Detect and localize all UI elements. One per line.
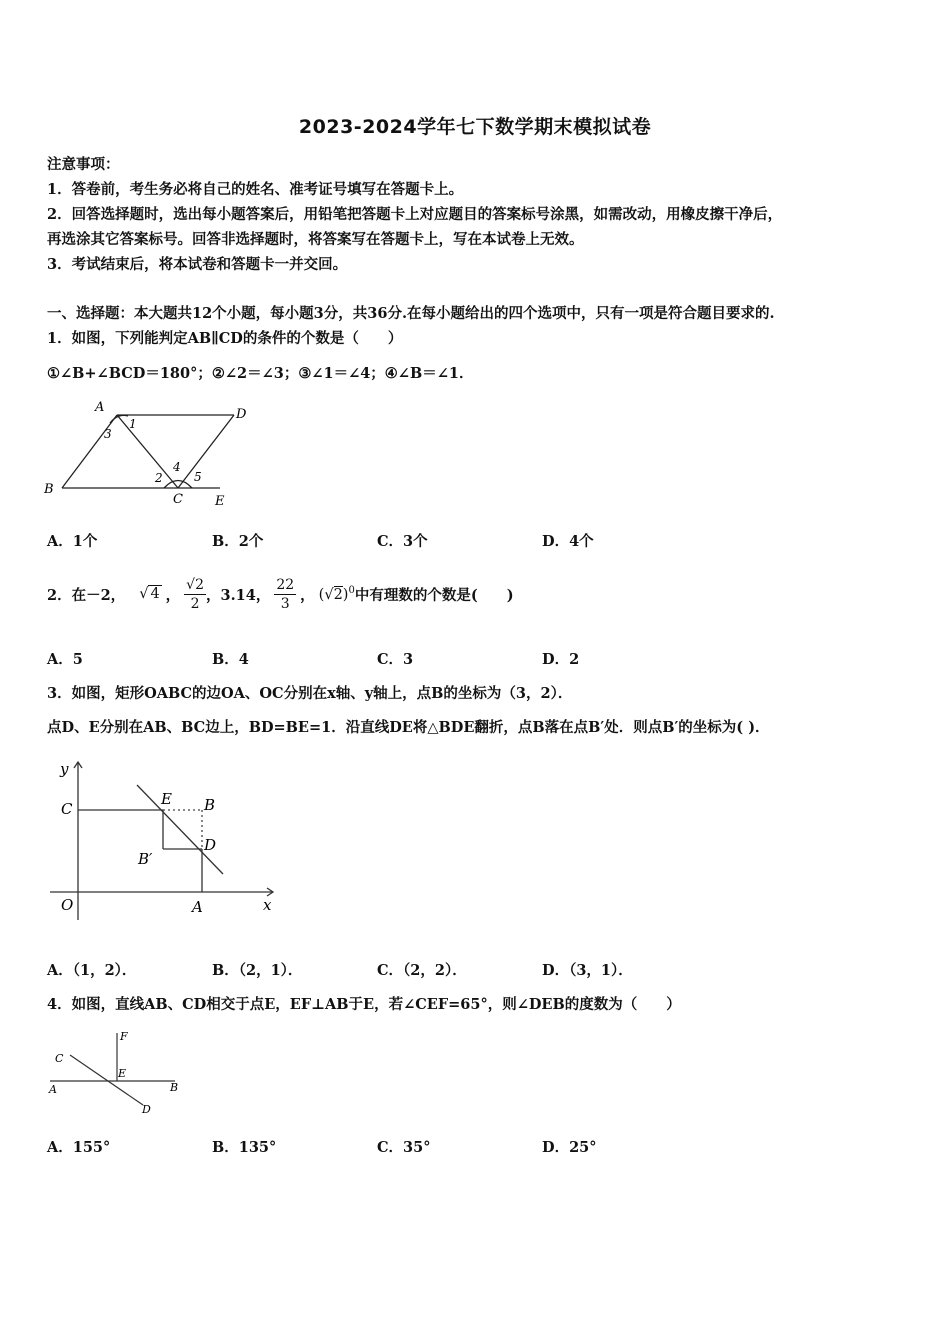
q2-prefix: 2．在－2， <box>47 586 126 604</box>
q1-option-c[interactable]: C．3个 <box>377 533 428 550</box>
q2-sqrt4: √ 4 <box>139 586 160 602</box>
page-title: 2023-2024学年七下数学期末模拟试卷 <box>298 116 652 138</box>
q1-angle-1: 1 <box>129 417 137 431</box>
q1-figure <box>40 395 260 510</box>
q3-label-d: D <box>204 836 217 854</box>
q4-figure <box>45 1025 195 1120</box>
q3-stem-line2: 点D、E分别在AB、BC边上，BD=BE=1．沿直线DE将△BDE翻折，点B落在点B′处．则点B′的坐标为( )． <box>47 719 770 736</box>
q2-value-314: ，3.14， <box>206 586 271 604</box>
q4-option-d[interactable]: D．25° <box>542 1139 597 1156</box>
q1-conditions: ①∠B+∠BCD＝180°；②∠2＝∠3；③∠1＝∠4；④∠B＝∠1． <box>47 365 474 382</box>
notice-heading: 注意事项： <box>47 156 120 173</box>
q1-label-a: A <box>95 400 105 415</box>
q2-suffix: 中有理数的个数是( ) <box>354 586 514 604</box>
q3-figure <box>45 752 285 922</box>
q1-option-d[interactable]: D．4个 <box>542 533 594 550</box>
q1-option-a[interactable]: A．1个 <box>47 533 98 550</box>
q4-option-a[interactable]: A．155° <box>47 1139 111 1156</box>
q1-label-c: C <box>173 492 183 507</box>
q3-label-e: E <box>161 790 172 808</box>
q3-option-c[interactable]: C．（2，2）． <box>377 962 467 979</box>
q2-stem: 2．在－2， √ 4 ， $\frac{√2}{2}$ ，3.14， $\frac{22}{3}$ ， $(√2)^0$ 中有理数的个数是( ) <box>47 576 514 612</box>
notice-item-1: 1．答卷前，考生务必将自己的姓名、准考证号填写在答题卡上。 <box>47 181 464 198</box>
q3-stem-line1: 3．如图，矩形OABC的边OA、OC分别在x轴、y轴上，点B的坐标为（3，2）． <box>47 685 573 702</box>
q3-label-o: O <box>61 896 74 914</box>
section-heading: 一、选择题：本大题共12个小题，每小题3分，共36分.在每小题给出的四个选项中，只有一项是符合题目要求的. <box>47 305 775 322</box>
q1-stem: 1．如图，下列能判定AB∥CD的条件的个数是（ ） <box>47 330 403 347</box>
q2-option-a[interactable]: A．5 <box>47 651 83 668</box>
q3-label-bprime: B′ <box>138 850 153 868</box>
q4-stem: 4．如图，直线AB、CD相交于点E，EF⊥AB于E，若∠CEF=65°，则∠DEB的度数为（ ） <box>47 996 681 1013</box>
q4-label-f: F <box>120 1030 128 1043</box>
q3-label-a: A <box>192 898 203 916</box>
q2-fraction-2: $\frac{22}{3}$ <box>276 576 295 612</box>
q4-label-a: A <box>49 1083 57 1096</box>
q4-label-c: C <box>55 1052 64 1065</box>
q4-option-b[interactable]: B．135° <box>212 1139 277 1156</box>
q3-label-c: C <box>61 800 73 818</box>
q1-label-d: D <box>236 407 247 422</box>
q4-label-b: B <box>170 1081 179 1094</box>
q3-option-d[interactable]: D．（3，1）． <box>542 962 633 979</box>
q1-angle-4: 4 <box>173 460 181 474</box>
q3-option-b[interactable]: B．（2，1）． <box>212 962 303 979</box>
q4-option-c[interactable]: C．35° <box>377 1139 431 1156</box>
q1-option-b[interactable]: B．2个 <box>212 533 264 550</box>
q2-option-d[interactable]: D．2 <box>542 651 580 668</box>
q3-label-y: y <box>60 760 69 778</box>
q3-option-a[interactable]: A．（1，2）． <box>47 962 137 979</box>
q3-label-b: B <box>204 796 216 814</box>
notice-item-2b: 再选涂其它答案标号。回答非选择题时，将答案写在答题卡上，写在本试卷上无效。 <box>47 231 584 248</box>
q3-label-x: x <box>263 896 272 914</box>
q2-option-b[interactable]: B．4 <box>212 651 249 668</box>
q1-angle-3: 3 <box>104 427 112 441</box>
q1-angle-2: 2 <box>155 471 163 485</box>
q2-option-c[interactable]: C．3 <box>377 651 414 668</box>
notice-item-3: 3．考试结束后，将本试卷和答题卡一并交回。 <box>47 256 348 273</box>
q1-angle-5: 5 <box>194 470 202 484</box>
q2-power: $(√2)^0$ <box>318 585 355 603</box>
notice-item-2a: 2．回答选择题时，选出每小题答案后，用铅笔把答题卡上对应题目的答案标号涂黑，如需改动，用橡皮擦干净后， <box>47 206 783 223</box>
q4-label-d: D <box>142 1103 151 1116</box>
q2-fraction-1: $\frac{√2}{2}$ <box>186 576 204 612</box>
q4-label-e: E <box>118 1067 127 1080</box>
q1-label-e: E <box>215 494 225 509</box>
q1-label-b: B <box>44 482 54 497</box>
